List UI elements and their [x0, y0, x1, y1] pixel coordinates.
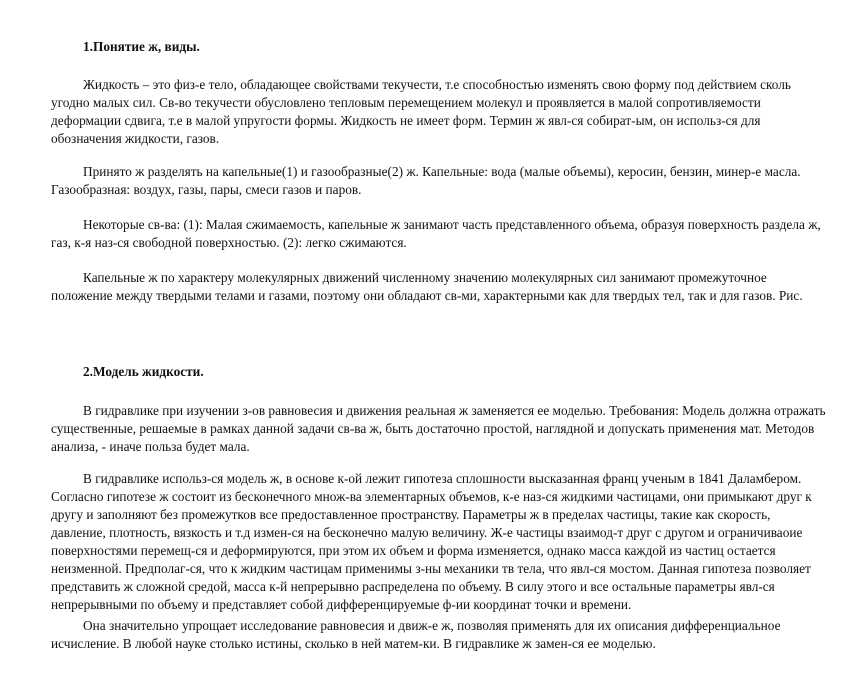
paragraph-line: деформации сдвига, т.е в малой упругости формы. Жидкость не имеет форм. Термин ж явл-ся собират-ым, он использ-ся для	[51, 113, 761, 128]
paragraph-line: анализа, - иначе польза будет мала.	[51, 439, 250, 454]
paragraph-line: Согласно гипотезе ж состоит из бесконечного множ-ва элементарных объемов, к-е наз-ся жидкими частицами, они примыкают друг к	[51, 489, 812, 504]
paragraph-line: исчисление. В любой науке столько истины, сколько в ней матем-ки. В гидравлике ж замен-ся ее моделью.	[51, 636, 656, 651]
paragraph-line: неизменной. Предполаг-ся, что к жидким частицам применимы з-ны механики тв тела, что явл-ся мостом. Данная гипотеза позволяет	[51, 561, 811, 576]
section-heading: 1.Понятие ж, виды.	[83, 39, 200, 54]
section-heading: 2.Модель жидкости.	[83, 364, 204, 379]
paragraph	[51, 617, 841, 653]
paragraph-line: Она значительно упрощает исследование равновесия и движ-е ж, позволяя применять для их описания дифференциальное	[83, 618, 781, 633]
paragraph-line: существенные, решаемые в рамках данной задачи св-ва ж, быть достаточно простой, наглядной и допускать применения мат. Методов	[51, 421, 815, 436]
paragraph-line: газ, к-я наз-ся свободной поверхностью. (2): легко сжимаются.	[51, 235, 407, 250]
paragraph-line: Капельные ж по характеру молекулярных движений численному значению молекулярных сил занимают промежуточное	[83, 270, 767, 285]
paragraph-line: поверхностями перемещ-ся и деформируются, при этом их объем и форма изменяется, однако масса каждой из частиц остается	[51, 543, 776, 558]
paragraph-line: давление, плотность, вязкость и т.д измен-ся на бесконечно малую величину. Ж-е частицы взаимод-т друг с другом и ограничиваоие	[51, 525, 803, 540]
paragraph-line: угодно малых сил. Св-во текучести обусловлено тепловым перемещением молекул и проявляется в малой сопротивляемости	[51, 95, 761, 110]
paragraph-line: непрерывными по объему и представляет собой дифференцируемые ф-ии координат точки и времени.	[51, 597, 632, 612]
paragraph	[51, 269, 841, 305]
paragraph-line: другу и заполняют без промежутков все предоставленное пространству. Параметры ж в пределах частицы, такие как скорость,	[51, 507, 771, 522]
paragraph-line: Принято ж разделять на капельные(1) и газообразные(2) ж. Капельные: вода (малые объемы), керосин, бензин, минер-е масла.	[83, 164, 801, 179]
paragraph-line: Некоторые св-ва: (1): Малая сжимаемость, капельные ж занимают часть представленного объема, образуя поверхность раздела ж,	[83, 217, 821, 232]
paragraph-line: обозначения жидкости, газов.	[51, 131, 220, 146]
paragraph-line: Газообразная: воздух, газы, пары, смеси газов и паров.	[51, 182, 362, 197]
paragraph	[51, 470, 841, 614]
paragraph-line: В гидравлике при изучении з-ов равновесия и движения реальная ж заменяется ее моделью. Требования: Модель должна отражать	[83, 403, 826, 418]
paragraph-line: представить ж сложной средой, масса к-й непрерывно распределена по объему. В силу этого и все остальные параметры явл-ся	[51, 579, 775, 594]
paragraph	[51, 216, 841, 252]
paragraph-line: Жидкость – это физ-е тело, обладающее свойствами текучести, т.е способностью изменять свою форму под действием сколь	[83, 77, 791, 92]
paragraph-line: положение между твердыми телами и газами, поэтому они обладают св-ми, характерными как для твердых тел, так и для газов. Рис.	[51, 288, 803, 303]
paragraph	[51, 163, 841, 199]
paragraph	[51, 76, 841, 148]
paragraph-line: В гидравлике использ-ся модель ж, в основе к-ой лежит гипотеза сплошности высказанная франц ученым в 1841 Даламбером.	[83, 471, 802, 486]
paragraph	[51, 402, 841, 456]
